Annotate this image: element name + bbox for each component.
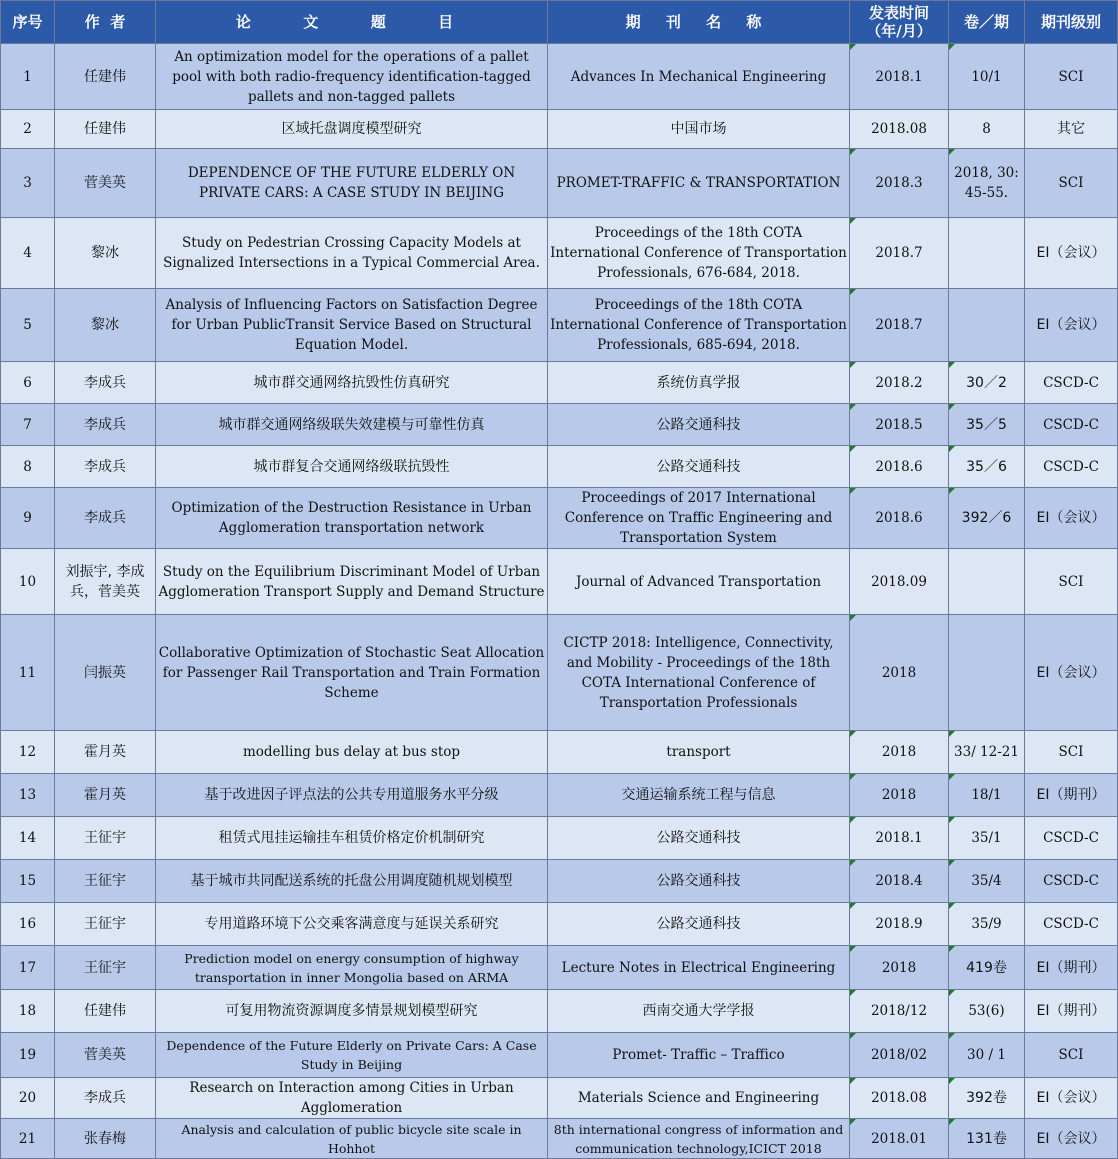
cell-journal: 交通运输系统工程与信息 [548,774,850,817]
cell-vol: 2018, 30: 45-55. [949,149,1025,218]
cell-no: 19 [1,1033,55,1078]
cell-author: 任建伟 [55,110,156,149]
header-row [1,1,1118,44]
cell-level: EI（期刊） [1025,946,1118,990]
cell-date: 2018.3 [850,149,949,218]
header-journal: 期 刊 名 称 [548,1,850,44]
table-row [1,990,1118,1033]
cell-author: 黎冰 [55,289,156,362]
cell-date: 2018 [850,774,949,817]
cell-no: 2 [1,110,55,149]
cell-level: 其它 [1025,110,1118,149]
cell-author: 刘振宇, 李成兵，菅美英 [55,549,156,615]
table-row [1,488,1118,549]
table-row [1,860,1118,903]
cell-date: 2018.6 [850,446,949,488]
cell-author: 李成兵 [55,404,156,446]
cell-title: 区域托盘调度模型研究 [156,110,548,149]
cell-date: 2018 [850,615,949,731]
table-row [1,289,1118,362]
table-row [1,218,1118,289]
cell-date: 2018.7 [850,289,949,362]
cell-no: 21 [1,1119,55,1159]
cell-title: Optimization of the Destruction Resistance in Urban Agglomeration transportation network [156,488,548,549]
cell-date: 2018.6 [850,488,949,549]
cell-title: 租赁式甩挂运输挂车租赁价格定价机制研究 [156,817,548,860]
cell-level: CSCD-C [1025,362,1118,404]
cell-author: 王征宇 [55,860,156,903]
cell-level: CSCD-C [1025,817,1118,860]
cell-no: 17 [1,946,55,990]
cell-vol [949,549,1025,615]
cell-level: EI（会议） [1025,1078,1118,1119]
table-row [1,549,1118,615]
cell-no: 18 [1,990,55,1033]
table-row [1,946,1118,990]
table-row [1,362,1118,404]
cell-vol [949,218,1025,289]
cell-title: Collaborative Optimization of Stochastic Seat Allocation for Passenger Rail Transportation and Train Formation Scheme [156,615,548,731]
cell-date: 2018/02 [850,1033,949,1078]
cell-journal: transport [548,731,850,774]
cell-date: 2018.5 [850,404,949,446]
cell-no: 6 [1,362,55,404]
cell-date: 2018.1 [850,44,949,110]
cell-journal: Advances In Mechanical Engineering [548,44,850,110]
cell-date: 2018.01 [850,1119,949,1159]
table-row [1,731,1118,774]
table-row [1,774,1118,817]
cell-level: CSCD-C [1025,903,1118,946]
cell-title: 基于城市共同配送系统的托盘公用调度随机规划模型 [156,860,548,903]
cell-level: EI（会议） [1025,615,1118,731]
header-level: 期刊级别 [1025,1,1118,44]
cell-vol: 419卷 [949,946,1025,990]
cell-date: 2018.09 [850,549,949,615]
header-vol: 卷／期 [949,1,1025,44]
cell-vol: 53(6) [949,990,1025,1033]
table-row [1,817,1118,860]
cell-vol: 30 / 1 [949,1033,1025,1078]
cell-no: 20 [1,1078,55,1119]
cell-journal: Proceedings of 2017 International Conference on Traffic Engineering and Transportation System [548,488,850,549]
cell-no: 11 [1,615,55,731]
cell-vol: 8 [949,110,1025,149]
table-row [1,1119,1118,1159]
cell-date: 2018.7 [850,218,949,289]
cell-level: CSCD-C [1025,446,1118,488]
cell-journal: 系统仿真学报 [548,362,850,404]
cell-no: 4 [1,218,55,289]
cell-journal: PROMET-TRAFFIC & TRANSPORTATION [548,149,850,218]
cell-journal: 公路交通科技 [548,446,850,488]
cell-level: EI（期刊） [1025,774,1118,817]
cell-vol: 35/9 [949,903,1025,946]
cell-no: 7 [1,404,55,446]
cell-vol: 35／6 [949,446,1025,488]
table-row [1,903,1118,946]
cell-vol: 10/1 [949,44,1025,110]
cell-author: 黎冰 [55,218,156,289]
cell-title: 城市群交通网络抗毁性仿真研究 [156,362,548,404]
header-date: 发表时间（年/月） [850,1,949,44]
cell-date: 2018.2 [850,362,949,404]
table-row [1,1078,1118,1119]
cell-level: CSCD-C [1025,860,1118,903]
cell-date: 2018.1 [850,817,949,860]
cell-author: 任建伟 [55,44,156,110]
cell-title: 基于改进因子评点法的公共专用道服务水平分级 [156,774,548,817]
cell-no: 3 [1,149,55,218]
cell-date: 2018.08 [850,110,949,149]
cell-journal: 8th international congress of information and communication technology,ICICT 2018 [548,1119,850,1159]
cell-journal: 西南交通大学学报 [548,990,850,1033]
cell-author: 王征宇 [55,946,156,990]
table-row [1,615,1118,731]
cell-author: 李成兵 [55,446,156,488]
cell-vol: 131卷 [949,1119,1025,1159]
cell-author: 菅美英 [55,1033,156,1078]
cell-no: 5 [1,289,55,362]
cell-author: 王征宇 [55,903,156,946]
cell-vol: 33/ 12-21 [949,731,1025,774]
cell-date: 2018/12 [850,990,949,1033]
table-row [1,149,1118,218]
cell-date: 2018.08 [850,1078,949,1119]
cell-journal: CICTP 2018: Intelligence, Connectivity, and Mobility - Proceedings of the 18th COTA International Conference of Transportation Professionals [548,615,850,731]
table-row [1,44,1118,110]
cell-date: 2018.9 [850,903,949,946]
cell-date: 2018.4 [850,860,949,903]
cell-date: 2018 [850,946,949,990]
cell-no: 13 [1,774,55,817]
cell-title: Dependence of the Future Elderly on Private Cars: A Case Study in Beijing [156,1033,548,1078]
cell-level: EI（会议） [1025,488,1118,549]
cell-title: Study on the Equilibrium Discriminant Model of Urban Agglomeration Transport Supply and Demand Structure [156,549,548,615]
cell-journal: 公路交通科技 [548,817,850,860]
cell-journal: 中国市场 [548,110,850,149]
cell-author: 任建伟 [55,990,156,1033]
cell-title: 城市群复合交通网络级联抗毁性 [156,446,548,488]
cell-level: SCI [1025,549,1118,615]
cell-title: An optimization model for the operations of a pallet pool with both radio-frequency identification-tagged pallets and non-tagged pallets [156,44,548,110]
cell-journal: Materials Science and Engineering [548,1078,850,1119]
cell-no: 10 [1,549,55,615]
cell-title: 城市群交通网络级联失效建模与可靠性仿真 [156,404,548,446]
cell-vol: 392卷 [949,1078,1025,1119]
cell-no: 9 [1,488,55,549]
cell-vol [949,615,1025,731]
cell-no: 8 [1,446,55,488]
cell-title: Research on Interaction among Cities in Urban Agglomeration [156,1078,548,1119]
table-row [1,110,1118,149]
cell-journal: Promet- Traffic – Traffico [548,1033,850,1078]
cell-author: 霍月英 [55,774,156,817]
cell-journal: 公路交通科技 [548,860,850,903]
cell-level: SCI [1025,44,1118,110]
cell-title: Analysis of Influencing Factors on Satisfaction Degree for Urban PublicTransit Service Based on Structural Equation Model. [156,289,548,362]
cell-level: EI（会议） [1025,289,1118,362]
cell-level: EI（会议） [1025,1119,1118,1159]
cell-no: 14 [1,817,55,860]
cell-no: 16 [1,903,55,946]
header-author: 作 者 [55,1,156,44]
cell-title: Prediction model on energy consumption of highway transportation in inner Mongolia based on ARMA [156,946,548,990]
cell-level: EI（会议） [1025,218,1118,289]
cell-journal: Proceedings of the 18th COTA International Conference of Transportation Professionals, 676-684, 2018. [548,218,850,289]
cell-no: 15 [1,860,55,903]
cell-title: 专用道路环境下公交乘客满意度与延误关系研究 [156,903,548,946]
cell-no: 12 [1,731,55,774]
cell-author: 闫振英 [55,615,156,731]
cell-date: 2018 [850,731,949,774]
cell-level: SCI [1025,149,1118,218]
cell-vol: 35/4 [949,860,1025,903]
cell-vol: 35/1 [949,817,1025,860]
cell-author: 李成兵 [55,362,156,404]
cell-journal: Proceedings of the 18th COTA International Conference of Transportation Professionals, 685-694, 2018. [548,289,850,362]
cell-vol: 35／5 [949,404,1025,446]
cell-title: Analysis and calculation of public bicycle site scale in Hohhot [156,1119,548,1159]
header-no: 序号 [1,1,55,44]
cell-author: 李成兵 [55,488,156,549]
cell-author: 王征宇 [55,817,156,860]
cell-author: 李成兵 [55,1078,156,1119]
cell-title: 可复用物流资源调度多情景规划模型研究 [156,990,548,1033]
cell-title: DEPENDENCE OF THE FUTURE ELDERLY ON PRIVATE CARS: A CASE STUDY IN BEIJING [156,149,548,218]
cell-journal: 公路交通科技 [548,404,850,446]
cell-journal: Journal of Advanced Transportation [548,549,850,615]
cell-level: SCI [1025,1033,1118,1078]
cell-vol: 392／6 [949,488,1025,549]
cell-journal: 公路交通科技 [548,903,850,946]
cell-level: SCI [1025,731,1118,774]
cell-author: 霍月英 [55,731,156,774]
cell-title: Study on Pedestrian Crossing Capacity Models at Signalized Intersections in a Typical Commercial Area. [156,218,548,289]
table-row [1,446,1118,488]
cell-vol [949,289,1025,362]
cell-level: CSCD-C [1025,404,1118,446]
cell-author: 张春梅 [55,1119,156,1159]
cell-no: 1 [1,44,55,110]
table-row [1,404,1118,446]
cell-level: EI（期刊） [1025,990,1118,1033]
cell-author: 菅美英 [55,149,156,218]
header-title: 论 文 题 目 [156,1,548,44]
table-row [1,1033,1118,1078]
cell-title: modelling bus delay at bus stop [156,731,548,774]
cell-vol: 18/1 [949,774,1025,817]
cell-journal: Lecture Notes in Electrical Engineering [548,946,850,990]
cell-vol: 30／2 [949,362,1025,404]
